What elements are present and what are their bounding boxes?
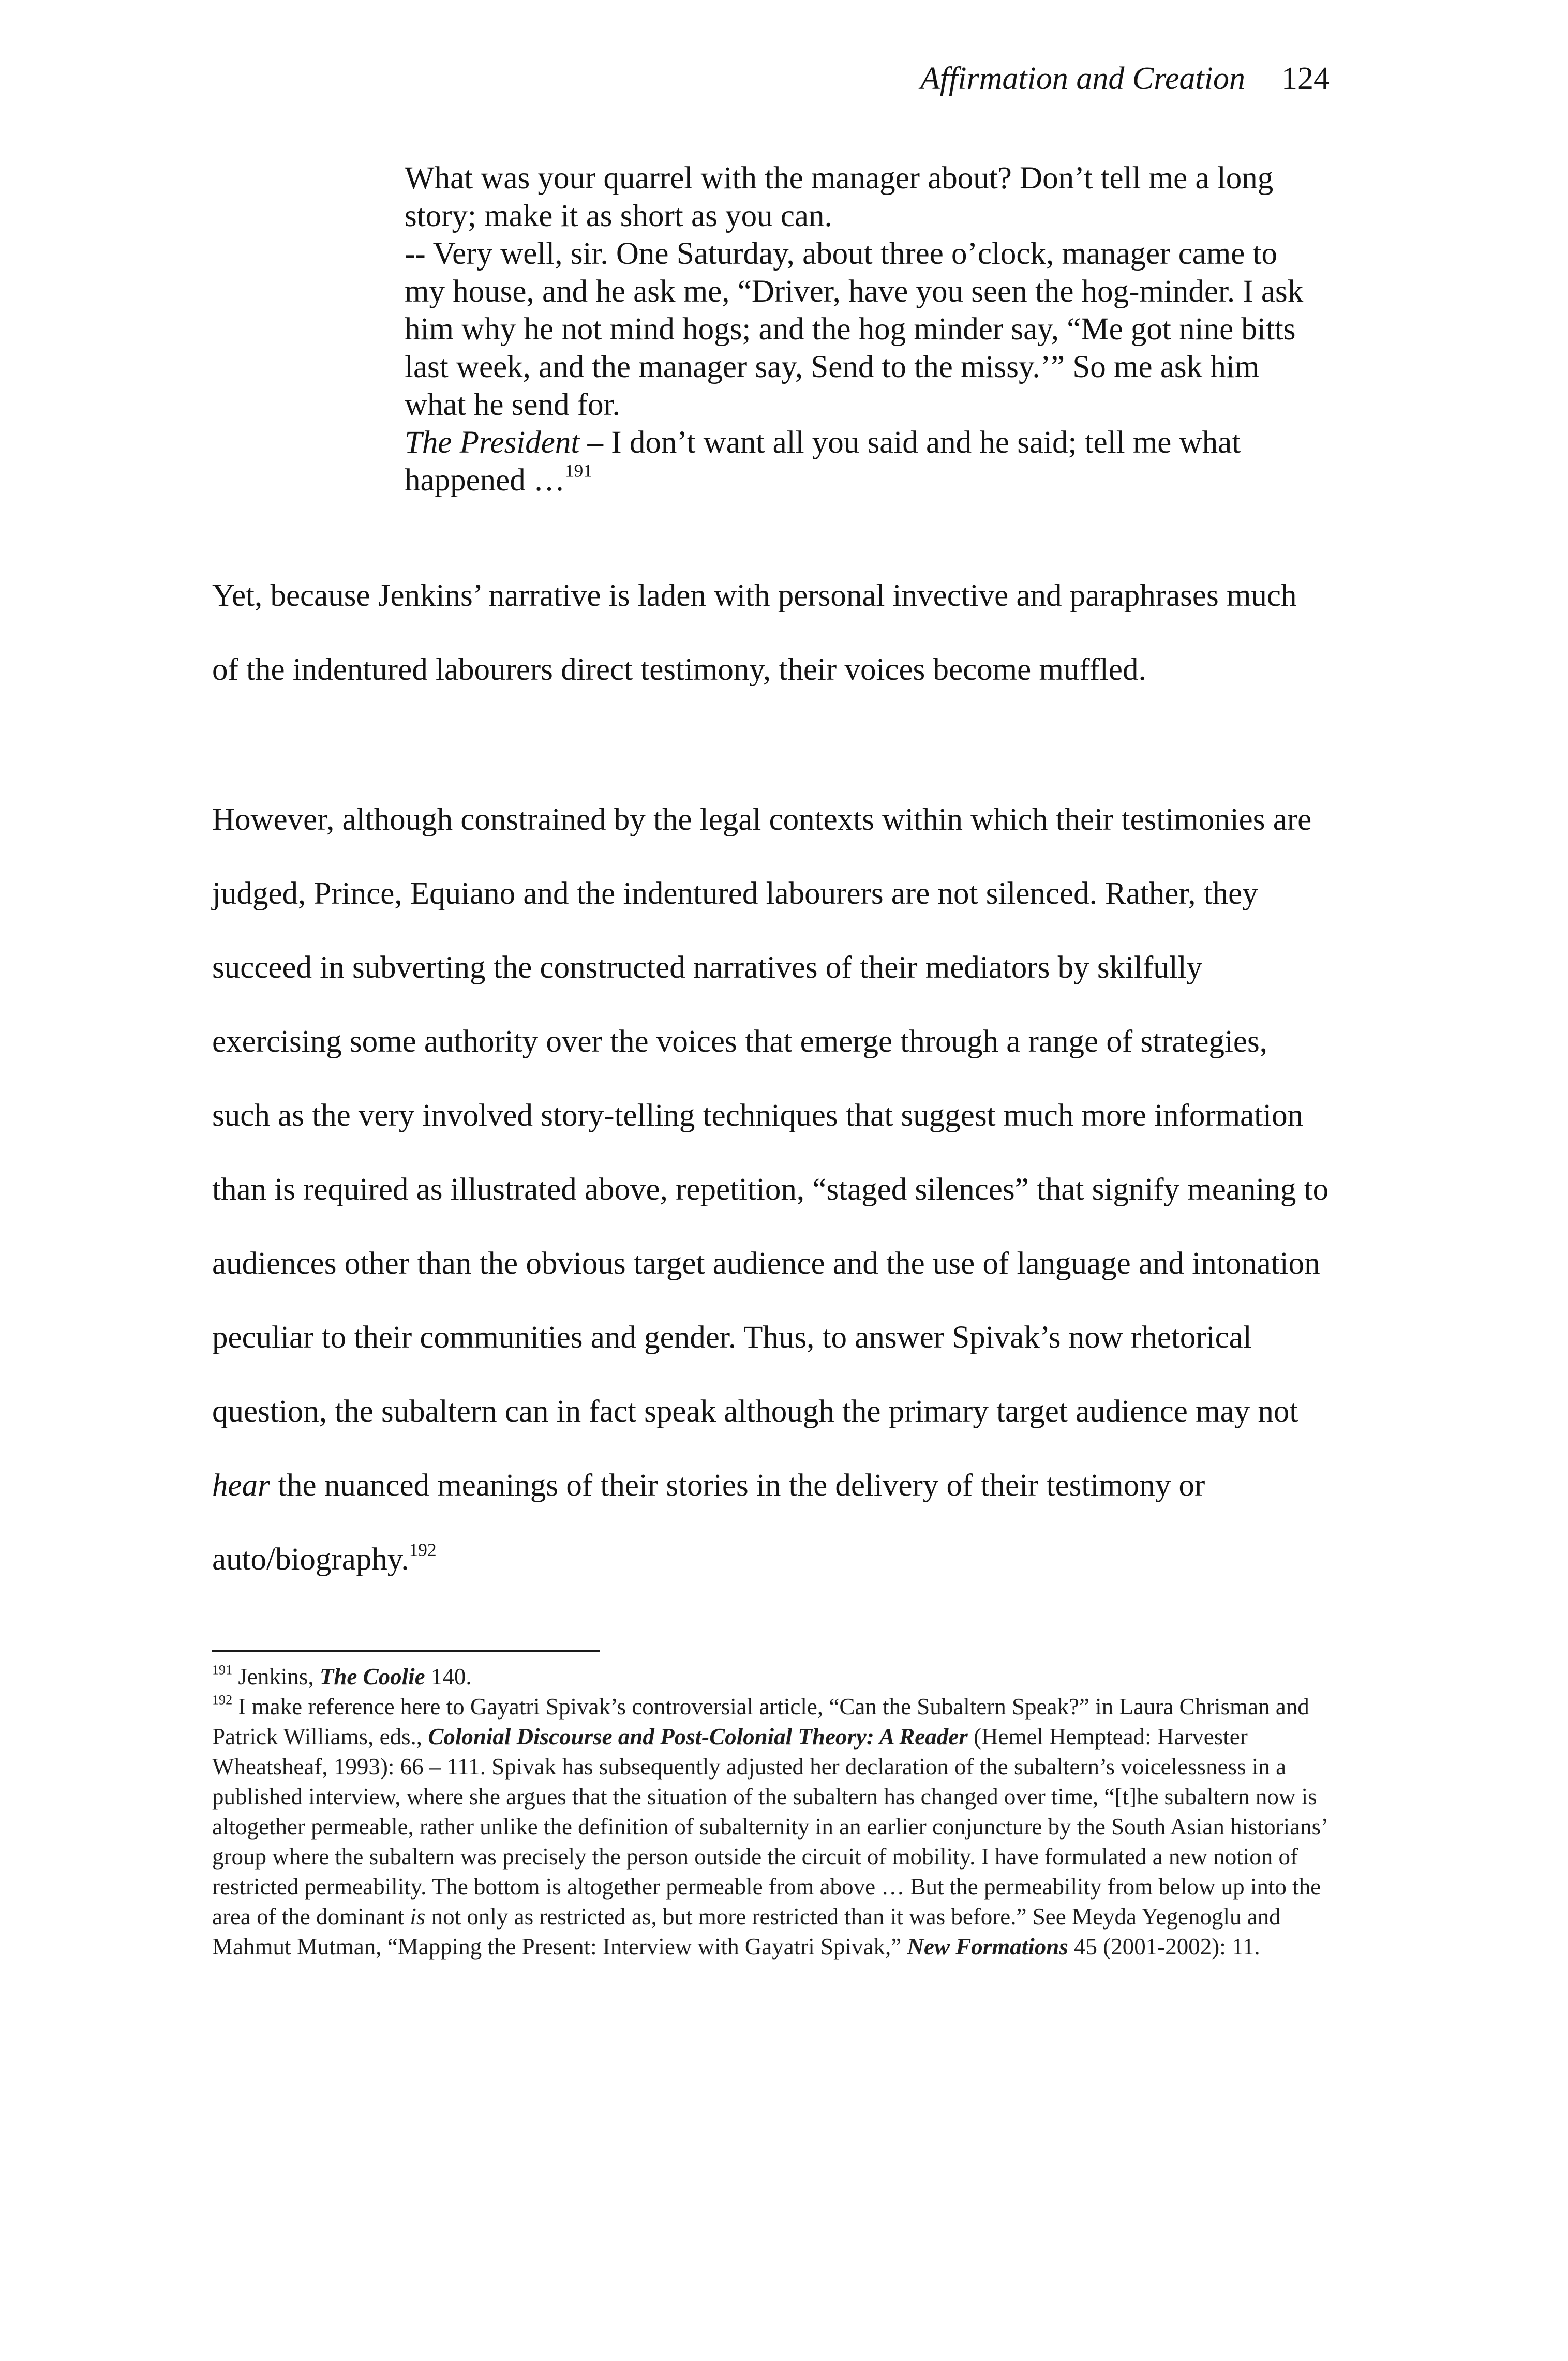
quote-speaker: The President [405,425,580,460]
footnote-192-text-a: I make reference here to Gayatri Spivak’s controversial article, “Can the Subaltern Speak?” in Laura Chrisman and Patrick Williams, eds., [212,1694,1309,1750]
header-title: Affirmation and Creation [920,61,1245,96]
footnote-191-number: 191 [212,1662,233,1678]
quote-line-president [405,424,1325,499]
running-header [854,58,1330,99]
quote-line-question: What was your quarrel with the manager about? Don’t tell me a long story; make it as short as you can. [405,161,1274,233]
footnote-192-text-b: (Hemel Hemptead: Harvester Wheatsheaf, 1993): 66 – 111. Spivak has subsequently adjusted her declaration of the subaltern’s voicelessness in a published interview, where she argues that the situation of the subaltern has changed over time, “[t]he subaltern now is altogether permeable, rather unlike the definition of subalternity in an earlier conjuncture by the South Asian historians’ group where the subaltern was precisely the person outside the circuit of mobility. I have formulated a new notion of restricted permeability. The bottom is altogether permeable from above … But the permeability from below up into the area of the dominant [212,1724,1327,1930]
footnote-192-text-c: not only as restricted as, but more restricted than it was before.” See Meyda Yegenoglu and Mahmut Mutman, “Mapping the Present: Interview with Gayatri Spivak,” [212,1904,1281,1960]
footnote-191-title: The Coolie [319,1664,425,1690]
quote-president-text: – I don’t want all you said and he said; tell me what happened … [405,425,1241,498]
footnote-192 [212,1692,1330,1962]
footnote-192-emphasis: is [410,1904,426,1930]
footnote-191 [212,1662,1330,1692]
body-paragraph-2-emphasis: hear [212,1468,270,1503]
body-paragraph-2-text-b: the nuanced meanings of their stories in the delivery of their testimony or auto/biography. [212,1468,1205,1577]
footnote-192-title: Colonial Discourse and Post-Colonial Theory: A Reader [428,1724,968,1750]
footnote-192-number: 192 [212,1692,233,1708]
body-paragraph-2-text-a: However, although constrained by the legal contexts within which their testimonies are judged, Prince, Equiano and the indentured labourers are not silenced. Rather, they succeed in subverting the constructed narratives of their mediators by skilfully exercising some authority over the voices that emerge through a range of strategies, such as the very involved story-telling techniques that suggest much more information than is required as illustrated above, repetition, “staged silences” that signify meaning to audiences other than the obvious target audience and the use of language and intonation peculiar to their communities and gender. Thus, to answer Spivak’s now rhetorical question, the subaltern can in fact speak although the primary target audience may not [212,802,1329,1429]
footnote-192-journal-title: New Formations [907,1934,1068,1960]
footnotes [212,1662,1330,1962]
footnote-192-text-d: 45 (2001-2002): 11. [1068,1934,1260,1960]
quote-line-driver-reply: -- Very well, sir. One Saturday, about three o’clock, manager came to my house, and he ask me, “Driver, have you seen the hog-minder. I ask him why he not mind hogs; and the hog minder say, “Me got nine bitts last week, and the manager say, Send to the missy.’” So me ask him what he send for. [405,236,1304,422]
footnote-191-text-b: 140. [425,1664,472,1690]
footnote-divider [212,1650,600,1652]
page-number: 124 [1281,61,1330,96]
body-paragraph-1: Yet, because Jenkins’ narrative is laden with personal invective and paraphrases much of the indentured labourers direct testimony, their voices become muffled. [212,578,1297,687]
body-paragraph-2 [212,783,1330,1596]
footnote-ref-192: 192 [409,1539,437,1560]
footnote-ref-191: 191 [564,460,593,481]
block-quote [405,159,1325,499]
footnote-191-text-a: Jenkins, [232,1664,320,1690]
